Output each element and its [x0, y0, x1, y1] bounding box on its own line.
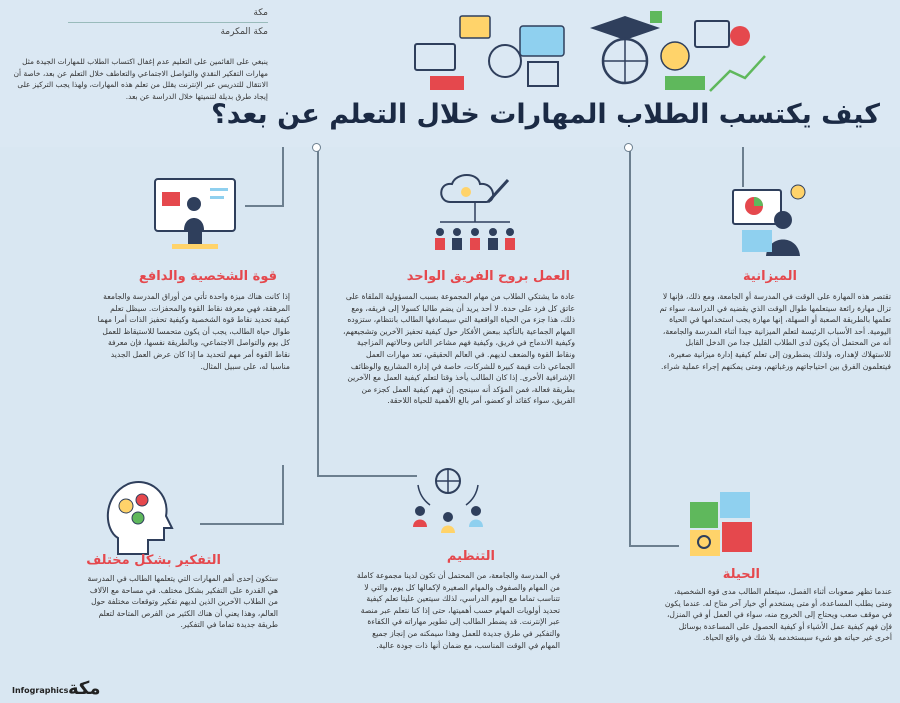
- connector-line: [629, 147, 631, 547]
- connector-dot: [312, 143, 321, 152]
- connector-line: [629, 545, 679, 547]
- heading-organization: التنظيم: [446, 549, 495, 564]
- brand-divider: [68, 22, 268, 23]
- teamwork-icon: [430, 172, 520, 260]
- brand-block: [68, 6, 268, 39]
- puzzle-icon: [680, 488, 770, 560]
- heading-budget: الميزانية: [743, 269, 797, 284]
- text-thinking: ستكون إحدى أهم المهارات التي يتعلمها الطالب في المدرسة هي القدرة على التفكير بشكل مختلف. في مساحة مع الآلاف من الطلاب الآخرين الذين لديهم تفكير وتوقعات مختلفة حول العالم، وهذا يعني أن هناك الكثير من الفرص المتاحة لتعلم طريقة جديدة تماما في التفكير.: [87, 574, 278, 630]
- text-motivation: إذا كانت هناك ميزة واحدة تأتي من أوراق المدرسة والجامعة المرهقة، فهي معرفة نقاط القوة والمحفزات. سيظل تعلم كيفية تحديد نقاط قوة الشخصية وكيفية تحفيز الذات أمرا مهما طوال حياة الطالب، يجب أن يكون متحمسا للاستيقاظ للعمل كل يوم والتواصل الاجتماعي، وبالطريقة نفسها، فإن معرفة نقاط القوة أمر مهم لتحديد ما إذا كان عرض العمل الجديد مناسبا له، على سبيل المثال.: [97, 292, 290, 371]
- education-icons-illustration: [410, 6, 770, 96]
- page-title: كيف يكتسب الطلاب المهارات خلال التعلم عن بعد؟: [211, 99, 880, 130]
- intro-paragraph: ينبغي على القائمين على التعليم عدم إغفال اكتساب الطلاب للمهارات الجيدة مثل مهارات التفكير النقدي والتواصل الاجتماعي والتعاطف خلال التعلم عن بعد، خاصة أن الانتقال للتدريس عبر الإنترنت يقلل من تعلم هذه المهارات، ولهذا يجب التركيز على إيجاد طرق بديلة لتنميتها خلال الدراسة عن بعد.: [13, 57, 268, 102]
- footer-label: Infographics: [12, 686, 69, 695]
- presentation-screen-icon: [150, 174, 240, 258]
- connector-line: [245, 205, 284, 207]
- text-organization: في المدرسة والجامعة، من المحتمل أن تكون لدينا مجموعة كاملة من المهام والصفوف والمهام الصغيرة لإكمالها كل يوم، والتي لا تتناسب تماما مع اليوم الدراسي، لذلك سيتعين علينا تعلم كيفية تحديد أولويات المهام حسب أهميتها، حتى إذا كنا نتعلم عبر منصة عبر الإنترنت. قد يضطر الطالب إلى تطوير مهاراته في الكفاءة والتفكير في طرق جديدة للعمل وهذا سيمكنه من إنجاز جميع المهام في الوقت المناسب، مع ضمان أنها ذات جودة عالية.: [356, 571, 560, 650]
- heading-teamwork: العمل بروح الفريق الواحد: [406, 269, 570, 284]
- organization-icon: [408, 455, 488, 537]
- text-teamwork: عادة ما يشتكي الطلاب من مهام المجموعة بسبب المسؤولية الملقاة على عاتق كل فرد على حدة. لا أحد يريد أن يضم طالبا كسولا إلى فريقه، ومع ذلك، هذا جزء من الحياة الواقعية التي سيصادفها الطالب بانتظام، ستزوده المهام الجماعية بالتأكيد ببعض الأفكار حول كيفية تحفيز الآخرين وتشجيعهم، وكيفية الاندماج في فريق، وكيفية فهم مشاعر الناس وحالاتهم المزاجية ونقاط القوة والضعف لديهم. في العالم الحقيقي، تعد مهارات العمل الجماعي ذات قيمة كبيرة للشركات، خاصة في إدارة المشاريع والوظائف الإشرافية الأخرى. إذا كان الطالب يأخذ وقتا لتعلم كيفية العمل مع الآخرين بطريقة فعالة، فمن المؤكد أنه سينجح، إن فهم كيفية العمل كجزء من الفريق، سواء كقائد أو كعضو، أمر بالغ الأهمية للحياة اللاحقة.: [342, 292, 575, 406]
- brand-line-1: مكة: [253, 8, 268, 18]
- heading-motivation: قوة الشخصية والدافع: [138, 269, 277, 284]
- heading-thinking: التفكير بشكل مختلف: [86, 553, 221, 568]
- connector-line: [282, 147, 284, 207]
- connector-line: [317, 147, 319, 477]
- connector-line: [282, 465, 284, 525]
- text-trick: عندما تظهر صعوبات أثناء الفصل، سيتعلم الطالب مدى قوة الشخصية، ومتى يطلب المساعدة، أو متى يستخدم أي خيار آخر متاح له. عندما يكون في موقف صعب ويحتاج إلى الخروج منه، سواء في العمل أو في المنزل، فإن فهم كيفية عمل الأشياء أو كيفية الحصول على المساعدة بوسائل أخرى غير حياته هو شيء سيستخدمه بلا شك في واقع الحياة.: [664, 587, 892, 643]
- head-gears-icon: [98, 476, 174, 556]
- footer-logo: مكة: [68, 678, 101, 699]
- connector-dot: [624, 143, 633, 152]
- brand-line-2: مكة المكرمة: [220, 27, 268, 37]
- budget-icon: [728, 180, 808, 260]
- connector-line: [317, 475, 417, 477]
- text-budget: تقتصر هذه المهارة على الوقت في المدرسة أو الجامعة، ومع ذلك، فإنها لا تزال مهارة رائعة سيتعلمها طوال الوقت الذي يقضيه في الدراسة، سواء تم تعلمها بالطريقة الصعبة أو السهلة، إنها مهارة يجب استخدامها في الحياة اليومية. أحد الأسباب الرئيسة لتعلم الميزانية جيدا أثناء المدرسة والجامعة، أنه من المحتمل أن يكون لدى الطلاب القليل جدا من الدخل القابل للاستهلاك لإهداره، ولذلك يضطرون إلى تعلم كيفية إدارة ميزانية صغيرة، فيتعلمون الفرق بين احتياجاتهم ورغباتهم، ومتى يمكنهم إجراء عملية شراء.: [659, 292, 891, 371]
- heading-trick: الحيلة: [722, 567, 760, 582]
- connector-line: [200, 523, 284, 525]
